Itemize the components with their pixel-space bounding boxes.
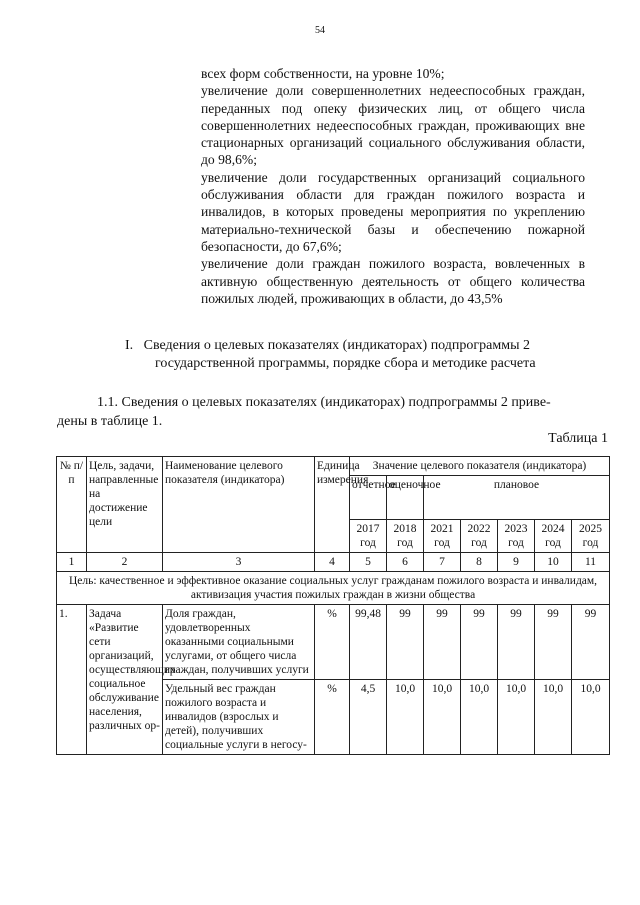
col-number: 5 (350, 553, 387, 572)
paragraph: увеличение доли совершеннолетних недееспособных граждан, переданных под опеку физических лиц, от общего числа совершеннолетних недееспособных граждан, проживающих вне стационарных организаций социального обслуживания области, до 98,6%; (201, 83, 585, 168)
header-goal: Цель, задачи, направленные на достижение цели (87, 457, 163, 553)
col-number: 4 (315, 553, 350, 572)
paragraph: увеличение доли государственных организаций социального обслуживания области для граждан пожилого возраста и инвалидов, в которых проведены мероприятия по укреплению материально-технической базы и обеспечению пожарной безопасности, до 67,6%; (201, 169, 585, 254)
indicator-value: 99 (424, 605, 461, 680)
header-value-group: Значение целевого показателя (индикатора) (350, 457, 610, 476)
table-label: Таблица 1 (548, 431, 608, 446)
intro-line: 1.1. Сведения о целевых показателях (индикаторах) подпрограммы 2 приве- (97, 395, 551, 410)
header-year: 2024 год (535, 520, 572, 553)
col-number: 10 (535, 553, 572, 572)
indicator-name: Доля граждан, удовлетворенных оказанными социальными услугами, от общего числа граждан, получивших услуги (163, 605, 315, 680)
indicator-value: 10,0 (461, 680, 498, 755)
header-name: Наименование целевого показателя (индикатора) (163, 457, 315, 553)
header-year: 2018 год (387, 520, 424, 553)
indicator-value: 99 (498, 605, 535, 680)
indicator-value: 99 (572, 605, 610, 680)
col-number: 11 (572, 553, 610, 572)
col-number: 8 (461, 553, 498, 572)
section-title (125, 337, 585, 373)
indicator-value: 4,5 (350, 680, 387, 755)
header-estimate: оценочное (387, 476, 424, 520)
header-num: № п/п (57, 457, 87, 553)
indicator-value: 10,0 (535, 680, 572, 755)
indicator-value: 10,0 (424, 680, 461, 755)
header-year: 2022 год (461, 520, 498, 553)
indicator-value: 10,0 (498, 680, 535, 755)
header-planned: плановое (424, 476, 610, 520)
header-year: 2017 год (350, 520, 387, 553)
col-number: 1 (57, 553, 87, 572)
intro-paragraph (57, 393, 602, 431)
col-number: 2 (87, 553, 163, 572)
indicator-name: Удельный вес граждан пожилого возраста и инвалидов (взрослых и детей), получивших социальные услуги в негосу- (163, 680, 315, 755)
intro-line: дены в таблице 1. (57, 414, 163, 429)
task-text: Задача «Развитие сети организаций, осуществляющих социальное обслуживание населения, различных ор- (87, 605, 163, 755)
col-number: 7 (424, 553, 461, 572)
task-num: 1. (57, 605, 87, 755)
header-report: отчетное (350, 476, 387, 520)
header-unit: Единица измерения (315, 457, 350, 553)
paragraph: всех форм собственности, на уровне 10%; (201, 66, 445, 81)
goal-row: Цель: качественное и эффективное оказание социальных услуг гражданам пожилого возраста и инвалидам, активизация участия пожилых граждан в жизни общества (57, 572, 610, 605)
body-paragraphs (201, 65, 585, 307)
header-year: 2025 год (572, 520, 610, 553)
indicator-value: 99,48 (350, 605, 387, 680)
col-number: 3 (163, 553, 315, 572)
indicator-unit: % (315, 605, 350, 680)
indicator-value: 10,0 (387, 680, 424, 755)
indicator-value: 99 (535, 605, 572, 680)
col-number: 6 (387, 553, 424, 572)
col-number: 9 (498, 553, 535, 572)
section-title-line: государственной программы, порядке сбора и методике расчета (155, 356, 536, 371)
header-year: 2023 год (498, 520, 535, 553)
indicator-value: 99 (461, 605, 498, 680)
indicator-value: 99 (387, 605, 424, 680)
paragraph: увеличение доли граждан пожилого возраста, вовлеченных в активную общественную деятельность от общего количества пожилых людей, проживающих в области, до 43,5% (201, 256, 585, 306)
indicator-unit: % (315, 680, 350, 755)
indicators-table (56, 456, 610, 755)
indicator-value: 10,0 (572, 680, 610, 755)
page-number: 54 (315, 25, 325, 36)
section-title-line: I. Сведения о целевых показателях (индикаторах) подпрограммы 2 (125, 338, 530, 353)
header-year: 2021 год (424, 520, 461, 553)
